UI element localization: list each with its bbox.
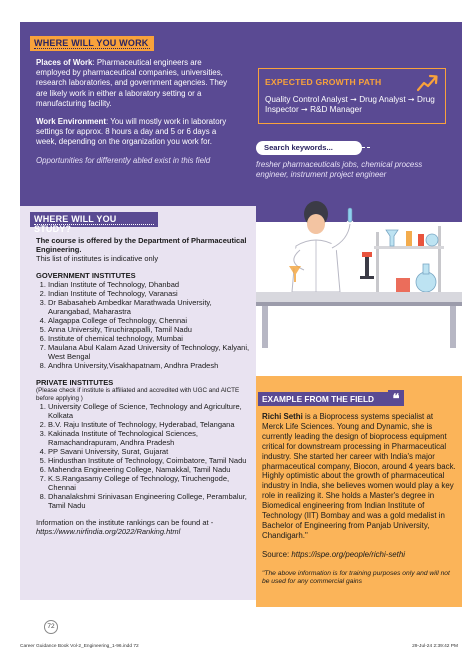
growth-path-box — [258, 68, 446, 124]
example-text: is a Bioprocess systems specialist at Merck Life Sciences. Young and Dynamic, she is currently leading the design of bioprocess equipment critical for downstream processing in Pharmaceutical industry. She started her career with India's major pharmaceutical company, Biocon, around 4 years back. Highly optimistic about the growth of pharmaceutical industry in India, she believes women would play a key role in realizing it. She holds a Master's degree in Biomedical engineering from Indian Institute of Technology (IIT) Bombay and was a gold medalist in Bachelor of Engineering from Panjab University, Chandigarh." — [262, 412, 456, 540]
trend-up-arrow-icon — [417, 73, 439, 93]
source-label: Source: — [262, 549, 292, 559]
ranking-info — [36, 518, 254, 536]
example-person-name: Richi Sethi — [262, 412, 303, 421]
institute-list-item: 7. K.S.Rangasamy College of Technology, Tiruchengode, Chennai — [48, 474, 254, 492]
institute-list-item: 1. Indian Institute of Technology, Dhanbad — [48, 280, 254, 289]
institute-list-item: 2. Indian Institute of Technology, Varanasi — [48, 289, 254, 298]
search-keywords-pill: Search keywords... — [256, 141, 362, 155]
private-heading: PRIVATE INSTITUTES — [36, 378, 114, 387]
indicative-note: This list of institutes is indicative only — [36, 254, 159, 263]
institute-list-item: 4. PP Savani University, Surat, Gujarat — [48, 447, 254, 456]
institute-list-item: 5. Anna University, Tiruchirappalli, Tamil Nadu — [48, 325, 254, 334]
places-text: : Pharmaceutical engineers are employed by pharmaceutical companies, universities, research laboratories, and government agencies. They are likely work in either a laboratory setting or a manufacturing facility. — [36, 58, 228, 108]
example-heading: EXAMPLE FROM THE FIELD — [258, 392, 404, 406]
institute-list-item: 8. Andhra University,Visakhapatnam, Andhra Pradesh — [48, 361, 254, 370]
ranking-text: Information on the institute rankings can be found at - — [36, 518, 214, 527]
study-content — [36, 236, 254, 536]
private-note: (Please check if institute is affiliated and accredited with UGC and AICTE before applying ) — [36, 387, 240, 402]
work-text — [36, 58, 236, 174]
institute-list-item: 4. Alagappa College of Technology, Chennai — [48, 316, 254, 325]
course-intro: The course is offered by the Department of Pharmaceutical Engineering. — [36, 236, 247, 254]
study-heading: WHERE WILL YOU STUDY? — [30, 212, 158, 227]
environment-paragraph — [36, 117, 236, 148]
government-heading: GOVERNMENT INSTITUTES — [36, 271, 136, 280]
work-heading: WHERE WILL YOU WORK — [30, 36, 154, 51]
footer-date-info: 29-Jul-24 2:39:42 PM — [412, 644, 458, 649]
places-label: Places of Work — [36, 58, 93, 67]
institute-list-item: 7. Maulana Abul Kalam Azad University of Technology, Kalyani, West Bengal — [48, 343, 254, 361]
institute-list-item: 5. Hindusthan Institute of Technology, Coimbatore, Tamil Nadu — [48, 456, 254, 465]
footer-file-info: Career Guidance Book Vol-2_Engineering_1-96.indd 72 — [20, 644, 139, 649]
search-keywords-text: fresher pharmaceuticals jobs, chemical process engineer, instrument project engineer — [256, 160, 423, 179]
private-institutes-list — [36, 402, 254, 510]
institute-list-item: 1. University College of Science, Technology and Agriculture, Kolkata — [48, 402, 254, 420]
quote-icon: ❝ — [388, 390, 404, 406]
government-institutes-list — [36, 280, 254, 370]
growth-title: EXPECTED GROWTH PATH — [265, 77, 382, 87]
page-number: 72 — [44, 620, 58, 634]
example-paragraph — [262, 412, 456, 541]
scientist-lab-illustration — [256, 196, 462, 348]
source-link[interactable]: https://ispe.org/people/richi-sethi — [291, 549, 405, 559]
environment-text: : You will mostly work in laboratory settings for approx. 8 hours a day and 5 or 6 days a week, depending on the organization you work for. — [36, 117, 227, 147]
environment-label: Work Environment — [36, 117, 107, 127]
institute-list-item: 3. Kakinada Institute of Technological Sciences, Ramachandrapuram, Andhra Pradesh — [48, 429, 254, 447]
institute-list-item: 6. Institute of chemical technology, Mumbai — [48, 334, 254, 343]
ranking-link[interactable]: https://www.nirfindia.org/2022/Ranking.html — [36, 527, 181, 536]
example-source — [262, 550, 456, 560]
institute-list-item: 6. Mahendra Engineering College, Namakkal, Tamil Nadu — [48, 465, 254, 474]
institute-list-item: 3. Dr Babasaheb Ambedkar Marathwada University, Aurangabad, Maharastra — [48, 298, 254, 316]
disclaimer-text: "The above information is for training purposes only and will not be used for any commercial gains — [262, 569, 450, 585]
growth-path-text: Quality Control Analyst ➞ Drug Analyst ➞ Drug Inspector ➞ R&D Manager — [265, 95, 435, 114]
institute-list-item: 2. B.V. Raju Institute of Technology, Hyderabad, Telangana — [48, 420, 254, 429]
places-paragraph — [36, 58, 236, 109]
example-content — [262, 412, 456, 586]
opportunities-text: Opportunities for differently abled exist in this field — [36, 155, 211, 165]
institute-list-item: 8. Dhanalakshmi Srinivasan Engineering College, Perambalur, Tamil Nadu — [48, 492, 254, 510]
